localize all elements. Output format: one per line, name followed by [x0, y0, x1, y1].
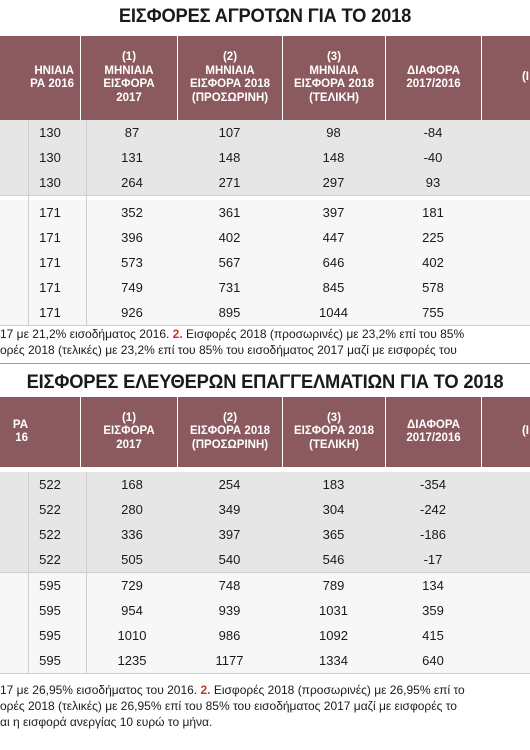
- professionals-table-header: [0, 397, 530, 467]
- table-cell: 986: [218, 628, 241, 643]
- note-text: 17 με 26,95% εισοδήματος του 2016.: [0, 683, 201, 697]
- header-text: ΕΙΣΦΟΡΑ 2018: [189, 78, 271, 90]
- farmers-header-difference: [385, 36, 481, 120]
- header-text: ΔΙΑΦΟΡΑ: [407, 64, 460, 77]
- table-cell: 595: [39, 628, 61, 643]
- table-cell: 304: [322, 502, 345, 517]
- header-text: ΔΙΑΦΟΡΑ: [407, 418, 460, 431]
- table-row: [0, 648, 530, 674]
- table-row: [0, 472, 530, 498]
- table-cell: 336: [121, 527, 143, 542]
- table-row: [0, 497, 530, 523]
- farmers-table-header: [0, 36, 530, 120]
- header-text: (3): [326, 51, 342, 63]
- table-cell: 402: [218, 230, 241, 245]
- table-cell: 181: [422, 205, 444, 220]
- table-cell: 1044: [319, 305, 348, 320]
- table-row: [0, 250, 530, 276]
- column-divider: [28, 472, 29, 673]
- header-text: (2): [222, 411, 238, 424]
- table-cell: 578: [422, 280, 444, 295]
- table-cell: 280: [121, 502, 143, 517]
- table-cell: 447: [322, 230, 345, 245]
- header-text: ΡΑ 2016: [30, 78, 74, 90]
- table-row: [0, 170, 530, 196]
- table-cell: 87: [124, 125, 140, 140]
- farmers-header-contribution-2017: [80, 36, 177, 120]
- table-cell: 349: [218, 502, 241, 517]
- table-cell: 365: [322, 527, 345, 542]
- table-cell: 522: [39, 527, 61, 542]
- header-text: ΕΙΣΦΟΡΑ 2018: [189, 425, 271, 438]
- table-cell: 171: [39, 305, 61, 320]
- table-cell: 522: [39, 502, 61, 517]
- table-cell: 748: [218, 578, 241, 593]
- table-cell: -17: [423, 552, 443, 567]
- header-text: ΡΑ: [12, 418, 28, 431]
- table-cell: 954: [121, 603, 143, 618]
- column-divider: [86, 472, 87, 673]
- table-cell: 749: [121, 280, 143, 295]
- table-cell: 397: [322, 205, 345, 220]
- table-cell: 895: [218, 305, 241, 320]
- table-row: [0, 145, 530, 171]
- table-row: [0, 547, 530, 573]
- table-cell: 361: [218, 205, 241, 220]
- note-number: 2.: [200, 683, 211, 697]
- professionals-header-cut-column: [481, 397, 530, 467]
- table-cell: 595: [39, 653, 61, 668]
- table-row: [0, 225, 530, 251]
- header-text: ΕΙΣΦΟΡΑ: [103, 78, 155, 90]
- table-cell: 939: [218, 603, 241, 618]
- note-number: 2.: [172, 327, 183, 341]
- table-cell: 926: [121, 305, 143, 320]
- professionals-footnote-line-3: αι η εισφορά ανεργίας 10 ευρώ το μήνα.: [0, 715, 213, 729]
- header-text: 16: [15, 432, 28, 444]
- table-cell: 107: [218, 125, 241, 140]
- table-cell: 1092: [319, 628, 348, 643]
- table-cell: 98: [326, 125, 341, 140]
- table-cell: 522: [39, 477, 61, 492]
- table-row: [0, 598, 530, 624]
- table-cell: 397: [218, 527, 241, 542]
- farmers-footnote-line-2: ορές 2018 (τελικές) με 23,2% επί του 85% του εισοδήματος 2017 μαζί με εισφορές του: [0, 343, 457, 357]
- professionals-header-contribution-2017: [80, 397, 177, 467]
- table-cell: 546: [322, 552, 345, 567]
- table-cell: 415: [422, 628, 444, 643]
- table-cell: 402: [422, 255, 444, 270]
- table-cell: 148: [218, 150, 241, 165]
- table-cell: 1031: [319, 603, 348, 618]
- table-row: [0, 200, 530, 226]
- table-cell: 225: [422, 230, 444, 245]
- table-cell: -84: [423, 125, 443, 140]
- table-cell: 359: [422, 603, 444, 618]
- header-text: (ΤΕΛΙΚΗ): [309, 91, 359, 104]
- header-text: ΜΗΝΙΑΙΑ: [104, 64, 154, 77]
- header-text: 2017: [116, 438, 142, 451]
- table-cell: 134: [422, 578, 444, 593]
- table-cell: 1334: [319, 653, 348, 668]
- table-row: [0, 522, 530, 548]
- header-text: 2017/2016: [406, 78, 461, 90]
- table-cell: 789: [322, 578, 345, 593]
- header-text: 2017: [116, 91, 142, 104]
- note-text: Εισφορές 2018 (προσωρινές) με 26,95% επί το: [210, 683, 465, 697]
- table-cell: 171: [39, 230, 61, 245]
- header-text: (3): [326, 411, 342, 424]
- table-cell: 171: [39, 205, 61, 220]
- table-row: [0, 120, 530, 146]
- table-cell: 522: [39, 552, 61, 567]
- table-cell: 729: [121, 578, 143, 593]
- table-cell: 168: [121, 477, 143, 492]
- header-text: (1): [121, 51, 137, 63]
- table-cell: 131: [121, 150, 143, 165]
- note-text: 17 με 21,2% εισοδήματος 2016.: [0, 327, 173, 341]
- table-cell: 130: [39, 125, 61, 140]
- table-cell: 171: [39, 280, 61, 295]
- table-cell: 130: [39, 175, 61, 190]
- table-cell: 130: [39, 150, 61, 165]
- professionals-header-difference: [385, 397, 481, 467]
- column-divider: [86, 120, 87, 325]
- professionals-table-title: ΕΙΣΦΟΡΕΣ ΕΛΕΥΘΕΡΩΝ ΕΠΑΓΓΕΛΜΑΤΙΩΝ ΓΙΑ ΤΟ 2018: [26, 371, 504, 393]
- header-text: ΗΝΙΑΙΑ: [34, 64, 74, 77]
- header-text: ΜΗΝΙΑΙΑ: [205, 64, 255, 77]
- table-cell: 271: [218, 175, 241, 190]
- table-cell: 254: [218, 477, 241, 492]
- table-row: [0, 300, 530, 326]
- farmers-header-monthly-2016: [0, 36, 80, 120]
- table-cell: 505: [121, 552, 143, 567]
- table-cell: -186: [419, 527, 447, 542]
- table-cell: 567: [218, 255, 241, 270]
- table-cell: 352: [121, 205, 143, 220]
- table-row: [0, 275, 530, 301]
- header-text: (ΠΡΟΣΩΡΙΝΗ): [191, 91, 269, 104]
- header-text: ΕΙΣΦΟΡΑ: [103, 425, 155, 438]
- table-cell: 595: [39, 603, 61, 618]
- header-text: (Ι: [521, 425, 529, 438]
- table-cell: -354: [419, 477, 447, 492]
- professionals-footnote-line-2: ορές 2018 (τελικές) με 26,95% επί του 85% του εισοδήματος 2017 μαζί με εισφορές το: [0, 699, 457, 713]
- table-cell: -242: [419, 502, 447, 517]
- table-cell: 297: [322, 175, 345, 190]
- professionals-header-2016: [0, 397, 30, 467]
- header-text: (Ι: [521, 71, 529, 84]
- table-cell: 93: [425, 175, 441, 190]
- header-text: ΕΙΣΦΟΡΑ 2018: [293, 425, 375, 438]
- table-cell: 171: [39, 255, 61, 270]
- section-divider: [0, 363, 530, 364]
- table-row: [0, 623, 530, 649]
- table-cell: 1010: [117, 628, 147, 643]
- header-text: (ΠΡΟΣΩΡΙΝΗ): [191, 438, 269, 451]
- table-cell: 845: [322, 280, 345, 295]
- table-cell: 183: [322, 477, 345, 492]
- header-text: (1): [121, 411, 137, 424]
- header-text: (ΤΕΛΙΚΗ): [309, 438, 359, 451]
- table-cell: 640: [422, 653, 444, 668]
- professionals-footnote-line-1: [0, 683, 530, 698]
- table-row: [0, 573, 530, 599]
- table-cell: 264: [121, 175, 143, 190]
- farmers-header-cut-column: [481, 36, 530, 120]
- table-cell: 1177: [215, 653, 244, 668]
- table-cell: 540: [218, 552, 241, 567]
- table-cell: 573: [121, 255, 143, 270]
- farmers-table-title: ΕΙΣΦΟΡΕΣ ΑΓΡΟΤΩΝ ΓΙΑ ΤΟ 2018: [118, 5, 412, 27]
- table-cell: 731: [218, 280, 241, 295]
- table-cell: -40: [423, 150, 443, 165]
- table-cell: 755: [422, 305, 444, 320]
- header-text: (2): [222, 51, 238, 63]
- header-text: ΜΗΝΙΑΙΑ: [309, 64, 359, 77]
- table-cell: 646: [322, 255, 345, 270]
- professionals-header-contribution-2018-final: [282, 397, 385, 467]
- professionals-table-body: [0, 472, 530, 678]
- professionals-header-contribution-2018-provisional: [177, 397, 282, 467]
- header-text: 2017/2016: [406, 432, 461, 444]
- note-text: Εισφορές 2018 (προσωρινές) με 23,2% επί του 85%: [182, 327, 465, 341]
- table-cell: 148: [322, 150, 345, 165]
- farmers-header-contribution-2018-final: [282, 36, 385, 120]
- column-divider: [28, 120, 29, 325]
- farmers-table-body: [0, 120, 530, 326]
- farmers-header-contribution-2018-provisional: [177, 36, 282, 120]
- table-cell: 1235: [117, 653, 147, 668]
- table-cell: 396: [121, 230, 143, 245]
- header-text: ΕΙΣΦΟΡΑ 2018: [293, 78, 375, 90]
- farmers-footnote-line-1: [0, 327, 530, 342]
- table-cell: 595: [39, 578, 61, 593]
